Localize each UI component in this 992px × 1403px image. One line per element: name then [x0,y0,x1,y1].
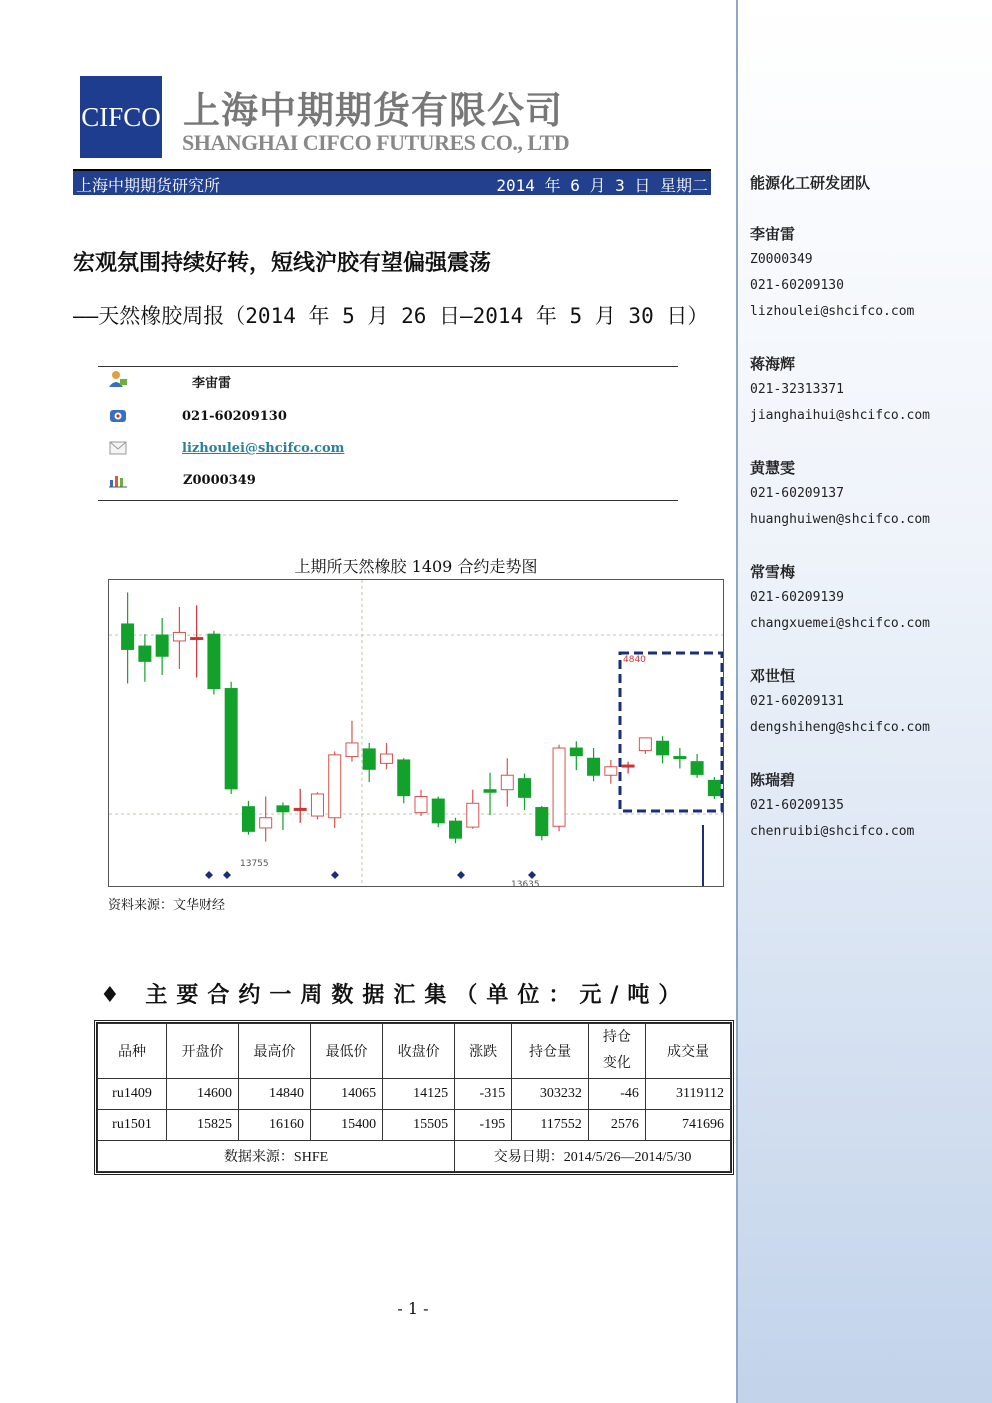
person-email[interactable]: jianghaihui@shcifco.com [750,408,931,423]
candle-body [639,738,651,751]
candle-body [277,806,289,812]
sidebar [736,0,992,1403]
candle-body [588,758,600,775]
candle-body [363,749,375,769]
candle-body [622,765,634,767]
header-bar [73,169,711,195]
cell: 15825 [166,1110,238,1141]
person-email[interactable]: changxuemei@shcifco.com [750,616,931,631]
author-email-link[interactable]: lizhoulei@shcifco.com [182,441,345,456]
cell: 2576 [588,1110,645,1141]
candle-body [501,775,513,789]
cell: -46 [588,1079,645,1110]
cell: 16160 [239,1110,311,1141]
candle-body [467,803,479,827]
candlestick-chart [108,579,724,887]
candle-body [208,634,220,688]
cell: -195 [455,1110,512,1141]
candle-body [311,794,323,816]
signal-marker [331,871,339,879]
mail-icon [108,439,128,457]
person-email[interactable]: lizhoulei@shcifco.com [750,304,915,319]
table-row [98,1110,731,1141]
candle-body [173,632,185,641]
person-line: Z0000349 [750,252,813,267]
candle-body [398,760,410,796]
candle-body [122,624,134,650]
candle-body [450,821,462,838]
chart-source: 资料来源：文华财经 [108,898,226,913]
company-name-cn: 上海中期期货有限公司 [183,89,563,132]
high-label: 4840 [623,655,646,665]
col-header: 最低价 [311,1024,383,1079]
col-header: 成交量 [645,1024,730,1079]
col-header: 持仓量 [512,1024,589,1079]
chart-svg [109,580,723,886]
table-source: 数据来源：SHFE [98,1141,455,1172]
candle-body [415,797,427,813]
person-line: 021-32313371 [750,382,844,397]
person-name: 蒋海辉 [750,355,796,373]
sidebar-person [750,221,914,325]
candle-body [674,757,686,759]
candle-body [346,743,358,757]
phone-icon [108,407,128,425]
table-footer-row [98,1141,731,1172]
low-label-2: 13635 [511,880,540,886]
page-number: - 1 - [397,1299,429,1318]
contract-summary-table [94,1020,734,1175]
person-line: 021-60209137 [750,486,844,501]
report-date: 2014 年 6 月 3 日 星期二 [496,176,708,195]
candle-body [519,779,531,798]
cell: ru1409 [98,1079,167,1110]
author-phone: 021-60209130 [182,409,287,424]
col-header-line: 持仓 [602,1030,631,1045]
person-line: 021-60209135 [750,798,844,813]
candle-body [605,767,617,776]
sidebar-person [750,351,930,429]
candle-body [432,799,444,823]
col-header: 收盘价 [383,1024,455,1079]
person-line: 021-60209130 [750,278,844,293]
sidebar-team-title: 能源化工研发团队 [750,174,871,192]
candle-body [484,790,496,793]
low-label-1: 13755 [240,859,269,869]
col-header: 最高价 [239,1024,311,1079]
candle-body [139,646,151,661]
candle-body [380,754,392,763]
person-name: 李宙雷 [750,225,796,243]
company-name-en: SHANGHAI CIFCO FUTURES CO., LTD [182,130,570,155]
table-row [98,1079,731,1110]
candle-body [570,748,582,756]
person-name: 陈瑞碧 [750,771,796,789]
person-name: 黄慧雯 [750,459,796,477]
person-email[interactable]: dengshiheng@shcifco.com [750,720,931,735]
col-header [588,1024,645,1079]
sidebar-person [750,663,930,741]
chart-icon [108,471,128,489]
candle-body [657,741,669,755]
col-header: 开盘价 [166,1024,238,1079]
cell: -315 [455,1079,512,1110]
candle-body [191,638,203,640]
person-name: 邓世恒 [750,667,796,685]
person-email[interactable]: huanghuiwen@shcifco.com [750,512,931,527]
sidebar-person [750,455,930,533]
author-license: Z0000349 [183,473,256,488]
sidebar-person [750,559,930,637]
candle-body [294,808,306,810]
report-title: 宏观氛围持续好转，短线沪胶有望偏强震荡 [73,251,492,276]
candle-body [553,748,565,826]
cell: 303232 [512,1079,589,1110]
cell: 15400 [311,1110,383,1141]
cell: 741696 [645,1110,730,1141]
cell: 15505 [383,1110,455,1141]
chart-title: 上期所天然橡胶 1409 合约走势图 [294,557,538,576]
signal-marker [528,871,536,879]
cell: 14065 [311,1079,383,1110]
col-header-line: 变化 [602,1056,631,1071]
signal-marker [205,871,213,879]
signal-marker [457,871,465,879]
author-info [98,366,678,501]
col-header: 涨跌 [455,1024,512,1079]
candle-body [708,780,720,795]
candle-body [329,755,341,818]
cell: 14600 [166,1079,238,1110]
candle-body [691,762,703,775]
person-email[interactable]: chenruibi@shcifco.com [750,824,915,839]
report-subtitle: ——天然橡胶周报（2014 年 5 月 26 日—2014 年 5 月 30 日） [73,304,709,328]
cell: 14840 [239,1079,311,1110]
company-logo: CIFCO [80,76,162,158]
col-header: 品种 [98,1024,167,1079]
candle-body [225,689,237,789]
cell: ru1501 [98,1110,167,1141]
cell: 117552 [512,1110,589,1141]
person-icon [108,370,128,388]
table-header-row [98,1024,731,1079]
person-line: 021-60209139 [750,590,844,605]
signal-marker [223,871,231,879]
candle-body [156,635,168,656]
highlight-box [620,653,722,811]
sidebar-person [750,767,914,845]
section-title: ♦ 主要合约一周数据汇集（单位：元/吨） [100,983,690,1008]
candle-body [260,818,272,828]
person-line: 021-60209131 [750,694,844,709]
table-date-range: 交易日期：2014/5/26—2014/5/30 [455,1141,731,1172]
cell: 14125 [383,1079,455,1110]
cell: 3119112 [645,1079,730,1110]
author-name: 李宙雷 [192,376,232,391]
candle-body [242,807,254,832]
institute-name: 上海中期期货研究所 [76,176,221,195]
person-name: 常雪梅 [750,563,796,581]
signal-markers [205,871,536,879]
candle-body [536,808,548,836]
